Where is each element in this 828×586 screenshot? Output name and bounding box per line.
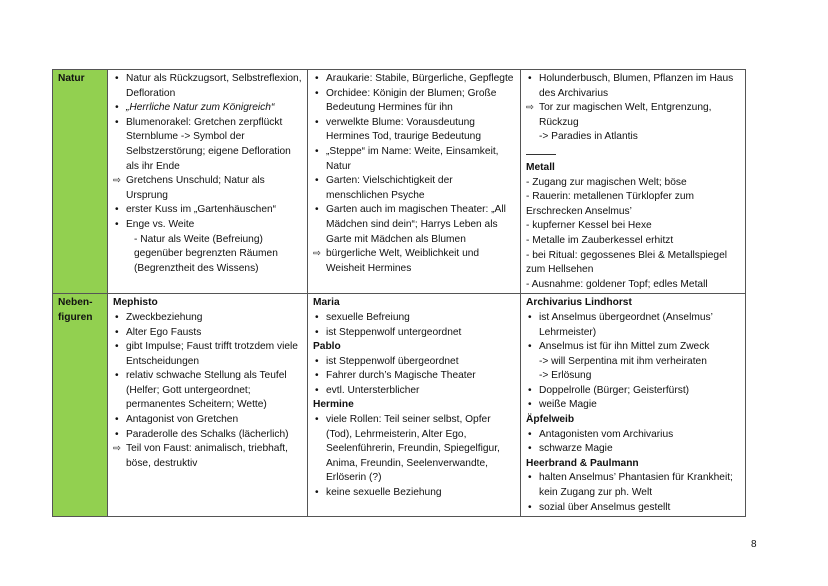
bullet-list xyxy=(526,428,742,457)
bullet-list xyxy=(113,311,304,472)
sub-item: - Natur als Weite (Befreiung) gegenüber begrenzten Räumen (Begrenztheit des Wissens) xyxy=(134,233,278,274)
bullet-item: • schwarze Magie xyxy=(526,442,742,457)
section-heading: Maria xyxy=(313,297,340,309)
bullet-item: • verwelkte Blume: Vorausdeutung Hermines Tod, traurige Bedeutung xyxy=(313,116,517,145)
bullet-item: • „Steppe“ im Name: Weite, Einsamkeit, Natur xyxy=(313,145,517,174)
bullet-item: • ist Steppenwolf untergeordnet xyxy=(313,326,517,341)
bullet-item: • ist Anselmus übergeordnet (Anselmus’ Lehrmeister) xyxy=(526,311,742,340)
table-row xyxy=(53,70,746,294)
bullet-item: • Blumenorakel: Gretchen zerpflückt Sternblume -> Symbol der Selbstzerstörung; eigene Defloration als ihr Ende xyxy=(113,116,304,174)
section-heading: Hermine xyxy=(313,399,354,411)
arrow-item: ⇨ Teil von Faust: animalisch, triebhaft, böse, destruktiv xyxy=(113,442,304,471)
bullet-list xyxy=(313,355,517,399)
bullet-item: • evtl. Untersterblicher xyxy=(313,384,517,399)
row-label: Natur xyxy=(53,70,108,294)
text-line: - kupferner Kessel bei Hexe xyxy=(526,220,652,232)
bullet-item: • sozial über Anselmus gestellt xyxy=(526,501,742,516)
bullet-item: • relativ schwache Stellung als Teufel (Helfer; Gott untergeordnet; permanentes Scheitern; Wette) xyxy=(113,369,304,413)
text-line: - Ausnahme: goldener Topf; edles Metall xyxy=(526,278,708,290)
cell-col2 xyxy=(308,70,521,294)
bullet-item: • viele Rollen: Teil seiner selbst, Opfer (Tod), Lehrmeisterin, Alter Ego, Seelenführerin, Freundin, Spiegelfigur, Anima, Freundin, Seelenverwandte, Erlöserin (?) xyxy=(313,413,517,486)
bullet-item: • „Herrliche Natur zum Königreich“ xyxy=(113,101,304,116)
row-label: Neben-figuren xyxy=(53,294,108,517)
bullet-item: • halten Anselmus’ Phantasien für Krankheit; kein Zugang zur ph. Welt xyxy=(526,471,742,500)
bullet-item: • Zweckbeziehung xyxy=(113,311,304,326)
bullet-item: • Orchidee: Königin der Blumen; Große Bedeutung Hermines für ihn xyxy=(313,87,517,116)
page-number: 8 xyxy=(751,539,757,550)
divider xyxy=(526,145,556,155)
content-table xyxy=(52,69,746,517)
bullet-item: • Fahrer durch’s Magische Theater xyxy=(313,369,517,384)
bullet-item: • Anselmus ist für ihn Mittel zum Zweck xyxy=(526,340,742,355)
cell-col2 xyxy=(308,294,521,517)
arrow-item: ⇨ bürgerliche Welt, Weiblichkeit und Weisheit Hermines xyxy=(313,247,517,276)
bullet-item: • sexuelle Befreiung xyxy=(313,311,517,326)
bullet-item: • Enge vs. Weite xyxy=(113,218,304,233)
bullet-item: • Paraderolle des Schalks (lächerlich) xyxy=(113,428,304,443)
bullet-list xyxy=(526,471,742,515)
bullet-item: • Antagonisten vom Archivarius xyxy=(526,428,742,443)
section-heading: Äpfelweib xyxy=(526,414,575,426)
bullet-item: • weiße Magie xyxy=(526,398,742,413)
sub-item: -> Erlösung xyxy=(539,370,592,382)
section-heading: Mephisto xyxy=(113,297,158,309)
bullet-item: • Antagonist von Gretchen xyxy=(113,413,304,428)
arrow-item: ⇨ Gretchens Unschuld; Natur als Ursprung xyxy=(113,174,304,203)
bullet-item: • Doppelrolle (Bürger; Geisterfürst) xyxy=(526,384,742,399)
section-heading: Heerbrand & Paulmann xyxy=(526,457,639,469)
text-line: - Rauerin: metallenen Türklopfer zum Erschrecken Anselmus’ xyxy=(526,191,694,217)
cell-col1 xyxy=(108,70,308,294)
bullet-item: • gibt Impulse; Faust trifft trotzdem viele Entscheidungen xyxy=(113,340,304,369)
bullet-item: • keine sexuelle Beziehung xyxy=(313,486,517,501)
text-line: - Metalle im Zauberkessel erhitzt xyxy=(526,234,674,246)
table-row xyxy=(53,294,746,517)
sub-item: -> Paradies in Atlantis xyxy=(539,131,638,143)
bullet-item: • Holunderbusch, Blumen, Pflanzen im Haus des Archivarius xyxy=(526,72,742,101)
bullet-list xyxy=(526,311,742,413)
section-heading: Pablo xyxy=(313,341,341,353)
bullet-item: • Alter Ego Fausts xyxy=(113,326,304,341)
bullet-list xyxy=(526,72,742,145)
table-body xyxy=(53,70,746,517)
bullet-item: • Natur als Rückzugsort, Selbstreflexion, Defloration xyxy=(113,72,304,101)
bullet-item: • ist Steppenwolf übergeordnet xyxy=(313,355,517,370)
arrow-item: ⇨ Tor zur magischen Welt, Entgrenzung, Rückzug xyxy=(526,101,742,130)
section-heading: Metall xyxy=(526,161,555,173)
text-line: - bei Ritual: gegossenes Blei & Metallspiegel zum Hellsehen xyxy=(526,249,728,276)
bullet-item: • erster Kuss im „Gartenhäuschen“ xyxy=(113,203,304,218)
bullet-item: • Garten auch im magischen Theater: „All Mädchen sind dein“; Harrys Leben als Garte mit Mädchen als Blumen xyxy=(313,203,517,247)
cell-col3 xyxy=(521,294,746,517)
cell-col1 xyxy=(108,294,308,517)
bullet-list xyxy=(313,413,517,501)
bullet-list xyxy=(313,311,517,340)
bullet-item: • Garten: Vielschichtigkeit der menschlichen Psyche xyxy=(313,174,517,203)
sub-item: -> will Serpentina mit ihm verheiraten xyxy=(539,355,707,367)
text-line: - Zugang zur magischen Welt; böse xyxy=(526,176,687,188)
bullet-item: • Araukarie: Stabile, Bürgerliche, Gepflegte xyxy=(313,72,517,87)
section-heading: Archivarius Lindhorst xyxy=(526,297,632,309)
bullet-list xyxy=(113,72,304,276)
cell-col3 xyxy=(521,70,746,294)
bullet-list xyxy=(313,72,517,276)
